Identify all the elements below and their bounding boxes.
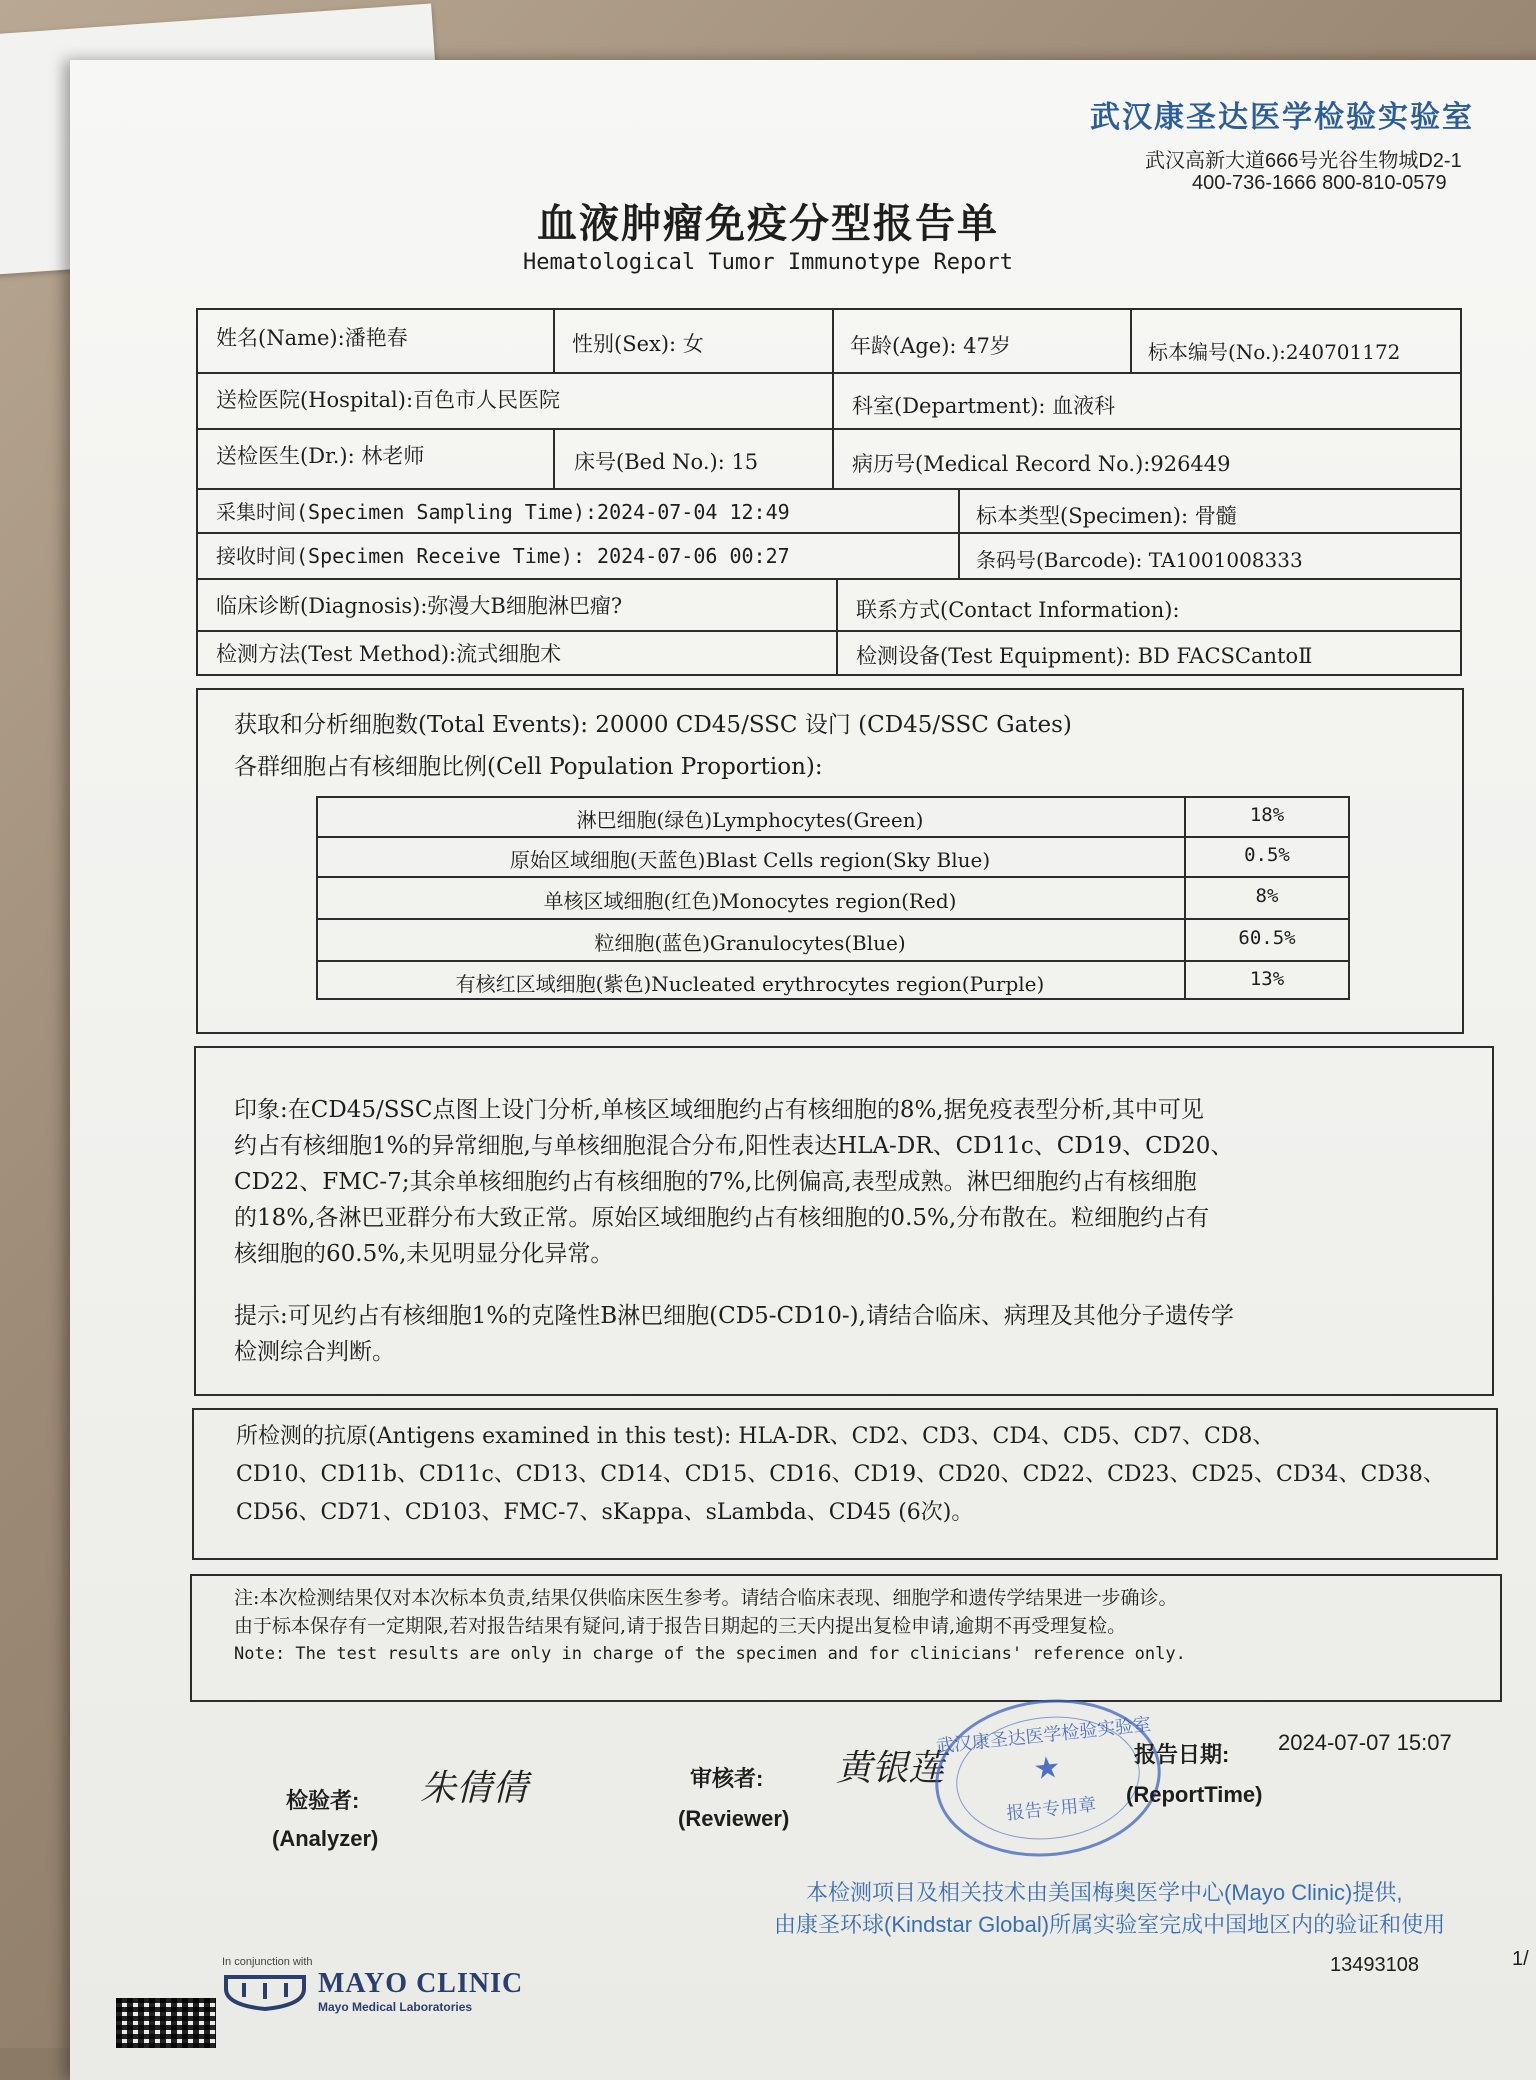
- bed-number: 床号(Bed No.): 15: [574, 450, 759, 474]
- doctor: 送检医生(Dr.): 林老师: [216, 444, 425, 468]
- row-divider: [196, 532, 1462, 534]
- note-line: 注:本次检测结果仅对本次标本负责,结果仅供临床医生参考。请结合临床表现、细胞学和遗传学结果进一步确诊。: [234, 1587, 1178, 1609]
- stamp-bottom-text: 报告专用章: [1005, 1794, 1098, 1825]
- population-name: 淋巴细胞(绿色)Lymphocytes(Green): [576, 808, 924, 832]
- impression-line: 印象:在CD45/SSC点图上设门分析,单核区域细胞约占有核细胞的8%,据免疫表型分析,其中可见: [234, 1097, 1204, 1123]
- specimen-type: 标本类型(Specimen): 骨髓: [976, 504, 1237, 528]
- antigens-line: CD56、CD71、CD103、FMC-7、sKappa、sLambda、CD45 (6次)。: [236, 1500, 974, 1525]
- row-divider: [196, 578, 1462, 580]
- reviewer-label-en: (Reviewer): [678, 1806, 790, 1831]
- mayo-clinic-logo: [222, 1956, 523, 2014]
- population-value: 60.5%: [1238, 927, 1296, 949]
- test-equipment: 检测设备(Test Equipment): BD FACSCantoⅡ: [856, 644, 1313, 668]
- impression-line: 约占有核细胞1%的异常细胞,与单核细胞混合分布,阳性表达HLA-DR、CD11c、CD19、CD20、: [234, 1133, 1234, 1159]
- row-divider: [196, 428, 1462, 430]
- population-name: 单核区域细胞(红色)Monocytes region(Red): [543, 889, 957, 913]
- col-divider: [832, 308, 834, 488]
- lab-phone: 400-736-1666 800-810-0579: [1192, 172, 1447, 194]
- hint-line: 检测综合判断。: [234, 1339, 395, 1365]
- analyzer-label: 检验者:: [286, 1788, 360, 1813]
- qr-code: [116, 1998, 216, 2048]
- row-divider: [196, 372, 1462, 374]
- analyzer-label-en: (Analyzer): [272, 1826, 379, 1851]
- hint-text: [234, 1298, 1484, 1370]
- col-divider: [1130, 308, 1132, 372]
- antigens-line: CD10、CD11b、CD11c、CD13、CD14、CD15、CD16、CD19、CD20、CD22、CD23、CD25、CD34、CD38、: [236, 1462, 1445, 1487]
- analyzer-signature: 朱倩倩: [420, 1768, 529, 1809]
- population-row: [316, 796, 1350, 836]
- note-line: Note: The test results are only in charge of the specimen and for clinicians' reference only.: [234, 1644, 1186, 1664]
- footer-line-2: 由康圣环球(Kindstar Global)所属实验室完成中国地区内的验证和使用: [774, 1912, 1446, 1937]
- population-row: [316, 836, 1350, 876]
- hint-line: 提示:可见约占有核细胞1%的克隆性B淋巴细胞(CD5-CD10-),请结合临床、病理及其他分子遗传学: [234, 1303, 1234, 1329]
- antigens-text: [236, 1418, 1486, 1532]
- document-number: 13493108: [1330, 1954, 1419, 1976]
- impression-line: CD22、FMC-7;其余单核细胞约占有核细胞的7%,比例偏高,表型成熟。淋巴细胞约占有核细胞: [234, 1169, 1197, 1195]
- test-method: 检测方法(Test Method):流式细胞术: [216, 642, 562, 666]
- total-events: 获取和分析细胞数(Total Events): 20000 CD45/SSC 设门 (CD45/SSC Gates): [234, 712, 1072, 738]
- lab-address: 武汉高新大道666号光谷生物城D2-1: [1145, 150, 1462, 172]
- report-date-label-en: (ReportTime): [1126, 1782, 1263, 1807]
- hospital: 送检医院(Hospital):百色市人民医院: [216, 388, 561, 412]
- antigens-line: 所检测的抗原(Antigens examined in this test): HLA-DR、CD2、CD3、CD4、CD5、CD7、CD8、: [236, 1424, 1275, 1449]
- mayo-text: [318, 1968, 523, 2014]
- contact-info: 联系方式(Contact Information):: [856, 598, 1180, 622]
- mayo-subtitle: Mayo Medical Laboratories: [318, 2000, 473, 2014]
- population-value: 8%: [1255, 885, 1279, 907]
- lab-name: 武汉康圣达医学检验实验室: [1090, 100, 1474, 135]
- report-date: 2024-07-07 15:07: [1278, 1730, 1452, 1755]
- mayo-shield-icon: [222, 1971, 308, 2011]
- report-date-label: 报告日期:: [1134, 1742, 1230, 1767]
- report-title: 血液肿瘤免疫分型报告单: [537, 200, 999, 247]
- sample-number: 标本编号(No.):240701172: [1148, 340, 1401, 364]
- population-name: 粒细胞(蓝色)Granulocytes(Blue): [594, 931, 906, 955]
- note-text: [234, 1584, 1494, 1668]
- population-value: 18%: [1249, 804, 1285, 826]
- reviewer-label: 审核者:: [690, 1766, 764, 1791]
- patient-sex: 性别(Sex): 女: [572, 332, 704, 356]
- col-divider: [553, 428, 555, 488]
- mayo-caption: In conjunction with: [222, 1956, 313, 1968]
- receive-time: 接收时间(Specimen Receive Time): 2024-07-06 00:27: [216, 544, 790, 568]
- col-divider: [553, 308, 555, 372]
- col-divider: [958, 488, 960, 578]
- report-subtitle: Hematological Tumor Immunotype Report: [522, 250, 1014, 275]
- population-row: [316, 919, 1350, 959]
- patient-name: 姓名(Name):潘艳春: [216, 326, 408, 350]
- footer-line-1: 本检测项目及相关技术由美国梅奥医学中心(Mayo Clinic)提供,: [806, 1880, 1403, 1905]
- impression-line: 的18%,各淋巴亚群分布大致正常。原始区域细胞约占有核细胞的0.5%,分布散在。粒细胞约占有: [234, 1205, 1210, 1231]
- diagnosis: 临床诊断(Diagnosis):弥漫大B细胞淋巴瘤?: [216, 594, 623, 618]
- note-line: 由于标本保存有一定期限,若对报告结果有疑问,请于报告日期起的三天内提出复检申请,逾期不再受理复检。: [234, 1615, 1127, 1637]
- population-row: [316, 960, 1350, 1000]
- page-number: 1/: [1512, 1948, 1529, 1970]
- reviewer-signature: 黄银莲: [836, 1748, 945, 1789]
- population-value: 13%: [1249, 968, 1285, 990]
- impression-text: [234, 1092, 1484, 1272]
- mayo-name: MAYO CLINIC: [318, 1968, 524, 1999]
- department: 科室(Department): 血液科: [852, 394, 1116, 418]
- sampling-time: 采集时间(Specimen Sampling Time):2024-07-04 12:49: [216, 500, 790, 524]
- population-name: 原始区域细胞(天蓝色)Blast Cells region(Sky Blue): [509, 848, 991, 872]
- row-divider: [196, 488, 1462, 490]
- star-icon: ★: [1031, 1749, 1063, 1788]
- impression-line: 核细胞的60.5%,未见明显分化异常。: [234, 1241, 614, 1267]
- population-name: 有核红区域细胞(紫色)Nucleated erythrocytes region(Purple): [455, 972, 1045, 996]
- stamp-top-text: 武汉康圣达医学检验实验室: [935, 1714, 1153, 1758]
- proportion-label: 各群细胞占有核细胞比例(Cell Population Proportion):: [234, 754, 823, 780]
- mayo-logo-row: [222, 1968, 523, 2014]
- patient-age: 年龄(Age): 47岁: [850, 334, 1011, 358]
- medical-record-number: 病历号(Medical Record No.):926449: [852, 452, 1231, 476]
- population-value: 0.5%: [1244, 844, 1290, 866]
- row-divider: [196, 630, 1462, 632]
- barcode: 条码号(Barcode): TA1001008333: [976, 548, 1303, 572]
- col-divider: [836, 578, 838, 676]
- population-row: [316, 877, 1350, 917]
